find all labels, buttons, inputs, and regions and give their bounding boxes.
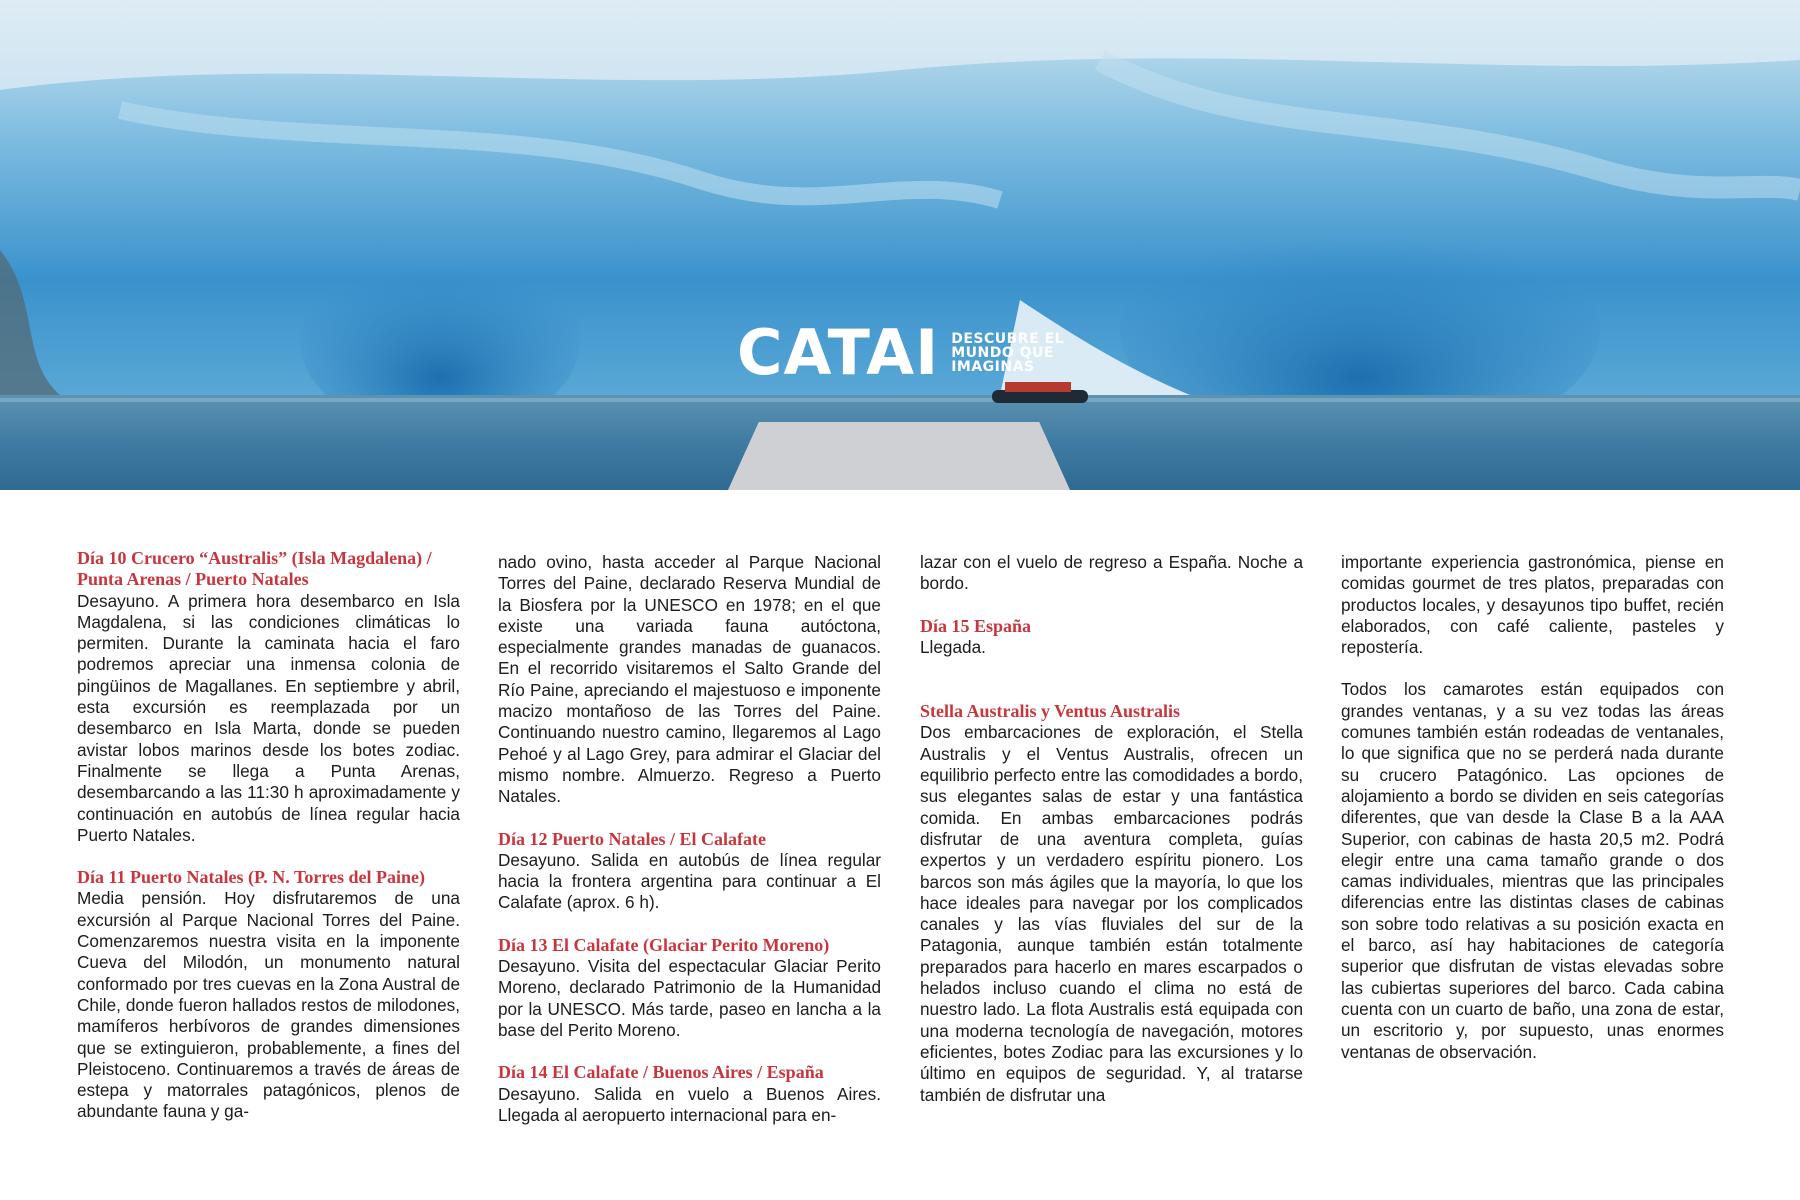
gray-tab-decoration bbox=[728, 422, 1070, 490]
ships-paragraph-1-part-1: Dos embarcaciones de exploración, el Stella Australis y el Ventus Australis, ofrecen un equilibrio perfecto entre las comodidades a bordo, sus elegantes salas de estar y una fantástica comida. En ambas embarcaciones podrás disfrutar de una aventura completa, guías expertos y un verdadero espíritu pionero. Los barcos son más ágiles que la mayoría, lo que los hace ideales para navegar por los complicados canales y las vías fluviales del sur de la Patagonia, aunque también están totalmente preparados para hacerlo en mares escarpados o helados incluso cuando el clima no está de nuestro lado. La flota Australis está equipada con una moderna tecnología de navegación, motores eficientes, botes Zodiac para las excursiones y lo último en equipos de seguridad. Y, al tratarse también de disfrutar una bbox=[920, 722, 1303, 1105]
logo-wordmark: CATAI bbox=[737, 316, 940, 389]
day-12-body: Desayuno. Salida en autobús de línea regular hacia la frontera argentina para continuar a El Calafate (aprox. 6 h). bbox=[498, 849, 881, 913]
column-2 bbox=[498, 552, 881, 1147]
day-15-title: Día 15 España bbox=[920, 615, 1032, 636]
day-11-body-part-2: nado ovino, hasta acceder al Parque Nacional Torres del Paine, declarado Reserva Mundial de la Biosfera por la UNESCO en 1978; en el que existe una variada fauna autóctona, especialmente grandes manadas de guanacos. En el recorrido visitaremos el Salto Grande del Río Paine, apreciando el majestuoso e imponente macizo montañoso de las Torres del Paine. Continuando nuestro camino, llegaremos al Lago Pehoé y al Lago Grey, para admirar el Glaciar del mismo nombre. Almuerzo. Regreso a Puerto Natales. bbox=[498, 552, 881, 807]
day-11-body-part-1: Media pensión. Hoy disfrutaremos de una excursión al Parque Nacional Torres del Paine. Comenzaremos nuestra visita en la imponente Cueva del Milodón, un monumento natural conformado por tres cuevas en la Zona Austral de Chile, donde fueron hallados restos de milodones, mamíferos herbívoros de grandes dimensiones que se extinguieron, probablemente, a fines del Pleistoceno. Continuaremos a través de áreas de estepa y matorrales patagónicos, plenos de abundante fauna y ga- bbox=[77, 888, 460, 1122]
catai-logo bbox=[737, 316, 1064, 389]
text-columns bbox=[0, 548, 1800, 1148]
day-11-title: Día 11 Puerto Natales (P. N. Torres del Paine) bbox=[77, 867, 425, 888]
logo-tagline bbox=[951, 332, 1064, 374]
day-14-title: Día 14 El Calafate / Buenos Aires / España bbox=[498, 1062, 824, 1083]
day-10-body: Desayuno. A primera hora desembarco en Isla Magdalena, si las condiciones climáticas lo permiten. Durante la caminata hacia el faro podremos apreciar una inmensa colonia de pingüinos de Magallanes. En septiembre y abril, esta excursión es reemplazada por un desembarco en Isla Marta, donde se pueden avistar lobos marinos desde los botes zodiac. Finalmente se llega a Punta Arenas, desembarcando a las 11:30 h aproximadamente y continuación en autobús de línea regular hacia Puerto Natales. bbox=[77, 590, 460, 845]
column-1 bbox=[77, 548, 460, 1144]
tagline-line-1: DESCUBRE EL bbox=[951, 331, 1064, 347]
day-14-body-part-2: lazar con el vuelo de regreso a España. Noche a bordo. bbox=[920, 552, 1303, 594]
day-10-title: Día 10 Crucero “Australis” (Isla Magdalena) / Punta Arenas / Puerto Natales bbox=[77, 548, 432, 590]
ships-title: Stella Australis y Ventus Australis bbox=[920, 701, 1181, 722]
day-13-title: Día 13 El Calafate (Glaciar Perito Moreno) bbox=[498, 934, 830, 955]
ships-section bbox=[920, 701, 1303, 1106]
glacier-illustration bbox=[0, 0, 1800, 490]
ships-paragraph-1-part-2: importante experiencia gastronómica, piense en comidas gourmet de tres platos, preparadas con productos locales, y desayunos tipo buffet, recién elaborados, con café caliente, pasteles y repostería. bbox=[1341, 552, 1724, 658]
tagline-line-2: MUNDO QUE bbox=[951, 345, 1054, 361]
tagline-line-3: IMAGINAS bbox=[951, 359, 1035, 375]
day-10-section bbox=[77, 548, 460, 846]
day-13-body: Desayuno. Visita del espectacular Glaciar Perito Moreno, declarado Patrimonio de la Humanidad por la UNESCO. Más tarde, paseo en lancha a la base del Perito Moreno. bbox=[498, 956, 881, 1040]
column-3 bbox=[920, 552, 1303, 1127]
day-14-body-part-1: Desayuno. Salida en vuelo a Buenos Aires. Llegada al aeropuerto internacional para en- bbox=[498, 1083, 881, 1125]
column-4 bbox=[1341, 552, 1724, 1084]
hero-glacier-photo bbox=[0, 0, 1800, 490]
day-11-section bbox=[77, 867, 460, 1123]
day-13-section bbox=[498, 935, 881, 1041]
day-15-body: Llegada. bbox=[920, 636, 986, 657]
day-15-section bbox=[920, 616, 1303, 659]
day-11-continued bbox=[498, 552, 881, 808]
day-12-section bbox=[498, 829, 881, 914]
day-14-continued bbox=[920, 552, 1303, 595]
ships-paragraph-2: Todos los camarotes están equipados con grandes ventanas, y a su vez todas las áreas comunes también están rodeadas de ventanales, lo que significa que no se perderá nada durante su crucero Patagónico. Las opciones de alojamiento a bordo se dividen en seis categorías diferentes, que van desde la Clase B a la AAA Superior, con cabinas de hasta 20,5 m2. Podrá elegir entre una cama tamaño grande o dos camas individuales, mientras que las principales diferencias entre las distintas clases de cabinas son sobre todo relativas a su posición exacta en el barco, así hay habitaciones de categoría superior que disfrutan de vistas elevadas sobre las cubiertas superiores del barco. Cada cabina cuenta con un cuarto de baño, una zona de estar, un escritorio y, por supuesto, unas enormes ventanas de observación. bbox=[1341, 679, 1724, 1062]
day-12-title: Día 12 Puerto Natales / El Calafate bbox=[498, 828, 766, 849]
day-14-section bbox=[498, 1062, 881, 1126]
